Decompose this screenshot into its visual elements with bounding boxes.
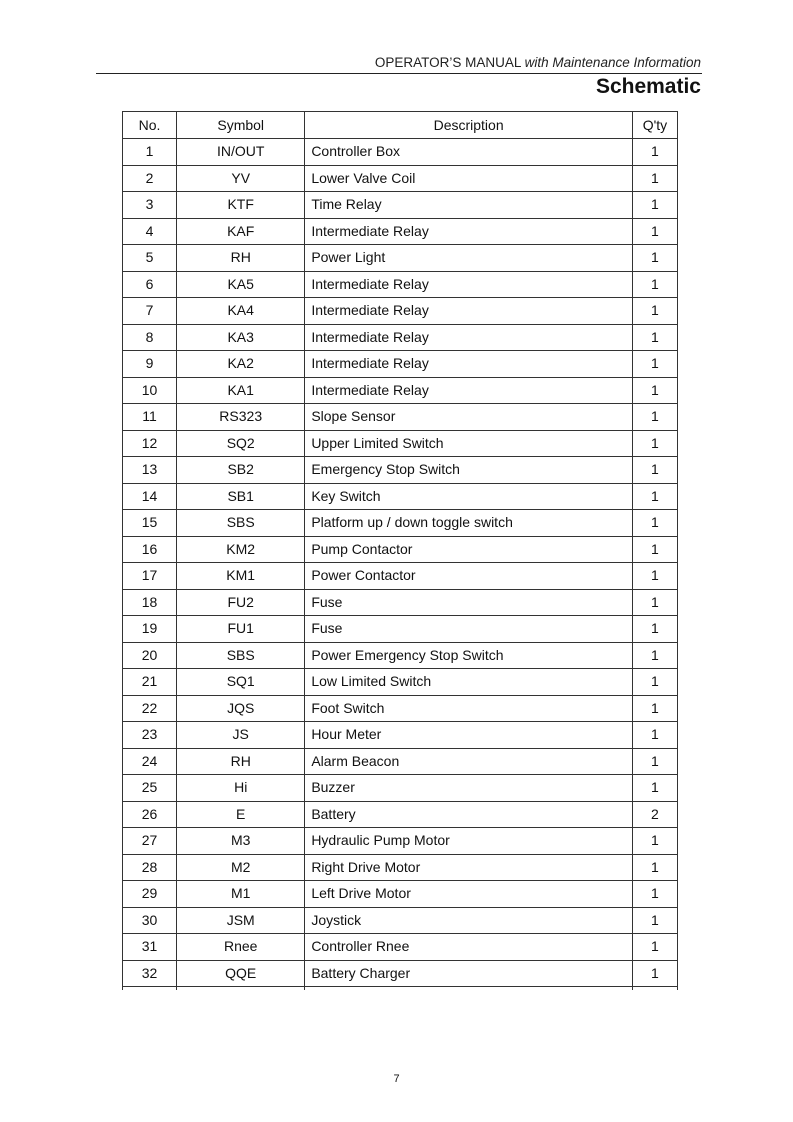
cell-qty: 1 bbox=[632, 695, 677, 722]
cell-qty: 1 bbox=[632, 139, 677, 166]
page-number: 7 bbox=[393, 1073, 400, 1085]
table-row bbox=[123, 934, 678, 961]
table-row bbox=[123, 483, 678, 510]
cell-symbol: JS bbox=[177, 722, 305, 749]
cell-symbol: KM1 bbox=[177, 563, 305, 590]
cell-no: 25 bbox=[123, 775, 177, 802]
cell-symbol: KA5 bbox=[177, 271, 305, 298]
table-row bbox=[123, 139, 678, 166]
table-row bbox=[123, 536, 678, 563]
table-row bbox=[123, 245, 678, 272]
cell-no: 24 bbox=[123, 748, 177, 775]
cell-symbol: QQE bbox=[177, 960, 305, 987]
cell-no: 26 bbox=[123, 801, 177, 828]
cell-qty: 1 bbox=[632, 907, 677, 934]
cell-description: Intermediate Relay bbox=[305, 324, 633, 351]
cell-description: Battery Charger bbox=[305, 960, 633, 987]
cell-symbol: SQ1 bbox=[177, 669, 305, 696]
cell-symbol: RH bbox=[177, 748, 305, 775]
cell-symbol: KA1 bbox=[177, 377, 305, 404]
cell-qty: 1 bbox=[632, 245, 677, 272]
table-row bbox=[123, 351, 678, 378]
cell-symbol: Rnee bbox=[177, 934, 305, 961]
cell-symbol: KM2 bbox=[177, 536, 305, 563]
cell-description: Slope Sensor bbox=[305, 404, 633, 431]
cell-no: 17 bbox=[123, 563, 177, 590]
cell-no: 9 bbox=[123, 351, 177, 378]
table-row bbox=[123, 377, 678, 404]
table-row bbox=[123, 298, 678, 325]
parts-table-container bbox=[122, 111, 678, 990]
cell-description: Controller Box bbox=[305, 139, 633, 166]
table-row bbox=[123, 669, 678, 696]
cell-symbol: RS323 bbox=[177, 404, 305, 431]
cell-qty: 1 bbox=[632, 324, 677, 351]
table-continuation bbox=[122, 987, 678, 990]
cell-description: Time Relay bbox=[305, 192, 633, 219]
cell-no: 12 bbox=[123, 430, 177, 457]
cell-no: 30 bbox=[123, 907, 177, 934]
cell-symbol: SBS bbox=[177, 642, 305, 669]
cell-no: 32 bbox=[123, 960, 177, 987]
table-row bbox=[123, 854, 678, 881]
cell-description: Foot Switch bbox=[305, 695, 633, 722]
table-row bbox=[123, 775, 678, 802]
cell-qty: 1 bbox=[632, 430, 677, 457]
cell-description: Intermediate Relay bbox=[305, 298, 633, 325]
table-row bbox=[123, 563, 678, 590]
cell-description: Power Emergency Stop Switch bbox=[305, 642, 633, 669]
manual-subtitle: with Maintenance Information bbox=[524, 55, 701, 70]
table-row bbox=[123, 881, 678, 908]
cell-description: Low Limited Switch bbox=[305, 669, 633, 696]
cell-description: Intermediate Relay bbox=[305, 351, 633, 378]
cell-description: Left Drive Motor bbox=[305, 881, 633, 908]
table-row bbox=[123, 801, 678, 828]
cell-description: Hour Meter bbox=[305, 722, 633, 749]
cell-qty: 1 bbox=[632, 642, 677, 669]
table-row bbox=[123, 192, 678, 219]
cell-symbol: KA3 bbox=[177, 324, 305, 351]
cell-symbol: M2 bbox=[177, 854, 305, 881]
cell-symbol: YV bbox=[177, 165, 305, 192]
cell-symbol: SB1 bbox=[177, 483, 305, 510]
column-header-no: No. bbox=[123, 112, 177, 139]
cell-no: 21 bbox=[123, 669, 177, 696]
cell-description: Fuse bbox=[305, 589, 633, 616]
cell-symbol: KA4 bbox=[177, 298, 305, 325]
column-header-qty: Q'ty bbox=[632, 112, 677, 139]
cell-no: 16 bbox=[123, 536, 177, 563]
cell-description: Pump Contactor bbox=[305, 536, 633, 563]
cell-no: 11 bbox=[123, 404, 177, 431]
cell-qty: 1 bbox=[632, 165, 677, 192]
cell-qty: 1 bbox=[632, 298, 677, 325]
cell-symbol: RH bbox=[177, 245, 305, 272]
table-body bbox=[123, 139, 678, 987]
cell-no: 6 bbox=[123, 271, 177, 298]
column-header-symbol: Symbol bbox=[177, 112, 305, 139]
cell-no: 13 bbox=[123, 457, 177, 484]
cell-description: Buzzer bbox=[305, 775, 633, 802]
cell-qty: 1 bbox=[632, 775, 677, 802]
table-row bbox=[123, 510, 678, 537]
cell-symbol: IN/OUT bbox=[177, 139, 305, 166]
cell-symbol: Hi bbox=[177, 775, 305, 802]
cell-no: 8 bbox=[123, 324, 177, 351]
cell-symbol: KTF bbox=[177, 192, 305, 219]
cell-no: 4 bbox=[123, 218, 177, 245]
manual-title: OPERATOR’S MANUAL bbox=[374, 55, 521, 70]
table-row bbox=[123, 324, 678, 351]
cell-no: 5 bbox=[123, 245, 177, 272]
cell-qty: 1 bbox=[632, 192, 677, 219]
cell-symbol: SBS bbox=[177, 510, 305, 537]
cell-qty: 1 bbox=[632, 271, 677, 298]
table-row bbox=[123, 616, 678, 643]
cell-qty: 1 bbox=[632, 457, 677, 484]
cell-no: 7 bbox=[123, 298, 177, 325]
cell-symbol: FU1 bbox=[177, 616, 305, 643]
cell-qty: 1 bbox=[632, 960, 677, 987]
page-title: Schematic bbox=[595, 75, 701, 98]
cell-symbol: FU2 bbox=[177, 589, 305, 616]
cell-symbol: M3 bbox=[177, 828, 305, 855]
cell-description: Key Switch bbox=[305, 483, 633, 510]
table-row bbox=[123, 695, 678, 722]
cell-qty: 1 bbox=[632, 563, 677, 590]
table-row bbox=[123, 404, 678, 431]
table-row bbox=[123, 218, 678, 245]
cell-qty: 1 bbox=[632, 218, 677, 245]
cell-no: 1 bbox=[123, 139, 177, 166]
header-divider bbox=[96, 73, 702, 74]
cell-description: Upper Limited Switch bbox=[305, 430, 633, 457]
cell-qty: 1 bbox=[632, 536, 677, 563]
cell-no: 3 bbox=[123, 192, 177, 219]
running-header bbox=[375, 55, 701, 70]
cell-description: Hydraulic Pump Motor bbox=[305, 828, 633, 855]
cell-qty: 1 bbox=[632, 722, 677, 749]
cell-qty: 1 bbox=[632, 934, 677, 961]
cell-description: Controller Rnee bbox=[305, 934, 633, 961]
cell-no: 19 bbox=[123, 616, 177, 643]
cell-symbol: KAF bbox=[177, 218, 305, 245]
table-row bbox=[123, 722, 678, 749]
cell-qty: 1 bbox=[632, 483, 677, 510]
cell-no: 31 bbox=[123, 934, 177, 961]
cell-qty: 1 bbox=[632, 377, 677, 404]
cell-symbol: KA2 bbox=[177, 351, 305, 378]
cell-description: Right Drive Motor bbox=[305, 854, 633, 881]
cell-no: 29 bbox=[123, 881, 177, 908]
table-header-row bbox=[123, 112, 678, 139]
cell-qty: 1 bbox=[632, 748, 677, 775]
cell-no: 20 bbox=[123, 642, 177, 669]
cell-qty: 1 bbox=[632, 351, 677, 378]
cell-symbol: JQS bbox=[177, 695, 305, 722]
cell-no: 14 bbox=[123, 483, 177, 510]
cell-symbol: JSM bbox=[177, 907, 305, 934]
cell-no: 10 bbox=[123, 377, 177, 404]
cell-qty: 1 bbox=[632, 616, 677, 643]
cell-no: 23 bbox=[123, 722, 177, 749]
cell-no: 27 bbox=[123, 828, 177, 855]
table-row bbox=[123, 165, 678, 192]
cell-description: Power Light bbox=[305, 245, 633, 272]
cell-description: Lower Valve Coil bbox=[305, 165, 633, 192]
cell-no: 28 bbox=[123, 854, 177, 881]
table-row bbox=[123, 430, 678, 457]
table-row bbox=[123, 960, 678, 987]
cell-qty: 1 bbox=[632, 404, 677, 431]
cell-qty: 1 bbox=[632, 510, 677, 537]
cell-description: Power Contactor bbox=[305, 563, 633, 590]
table-row bbox=[123, 457, 678, 484]
cell-description: Alarm Beacon bbox=[305, 748, 633, 775]
cell-symbol: SQ2 bbox=[177, 430, 305, 457]
cell-qty: 1 bbox=[632, 669, 677, 696]
cell-no: 15 bbox=[123, 510, 177, 537]
cell-description: Intermediate Relay bbox=[305, 218, 633, 245]
column-header-description: Description bbox=[305, 112, 633, 139]
cell-symbol: SB2 bbox=[177, 457, 305, 484]
table-row bbox=[123, 642, 678, 669]
table-row bbox=[123, 907, 678, 934]
cell-qty: 1 bbox=[632, 589, 677, 616]
cell-description: Platform up / down toggle switch bbox=[305, 510, 633, 537]
cell-qty: 1 bbox=[632, 828, 677, 855]
cell-description: Emergency Stop Switch bbox=[305, 457, 633, 484]
cell-no: 2 bbox=[123, 165, 177, 192]
cell-qty: 1 bbox=[632, 854, 677, 881]
cell-description: Battery bbox=[305, 801, 633, 828]
cell-no: 22 bbox=[123, 695, 177, 722]
cell-description: Joystick bbox=[305, 907, 633, 934]
cell-symbol: E bbox=[177, 801, 305, 828]
cell-description: Intermediate Relay bbox=[305, 377, 633, 404]
table-row bbox=[123, 828, 678, 855]
cell-no: 18 bbox=[123, 589, 177, 616]
cell-qty: 1 bbox=[632, 881, 677, 908]
parts-table bbox=[122, 111, 678, 987]
table-row bbox=[123, 589, 678, 616]
table-row bbox=[123, 271, 678, 298]
cell-qty: 2 bbox=[632, 801, 677, 828]
cell-description: Fuse bbox=[305, 616, 633, 643]
cell-description: Intermediate Relay bbox=[305, 271, 633, 298]
cell-symbol: M1 bbox=[177, 881, 305, 908]
table-row bbox=[123, 748, 678, 775]
